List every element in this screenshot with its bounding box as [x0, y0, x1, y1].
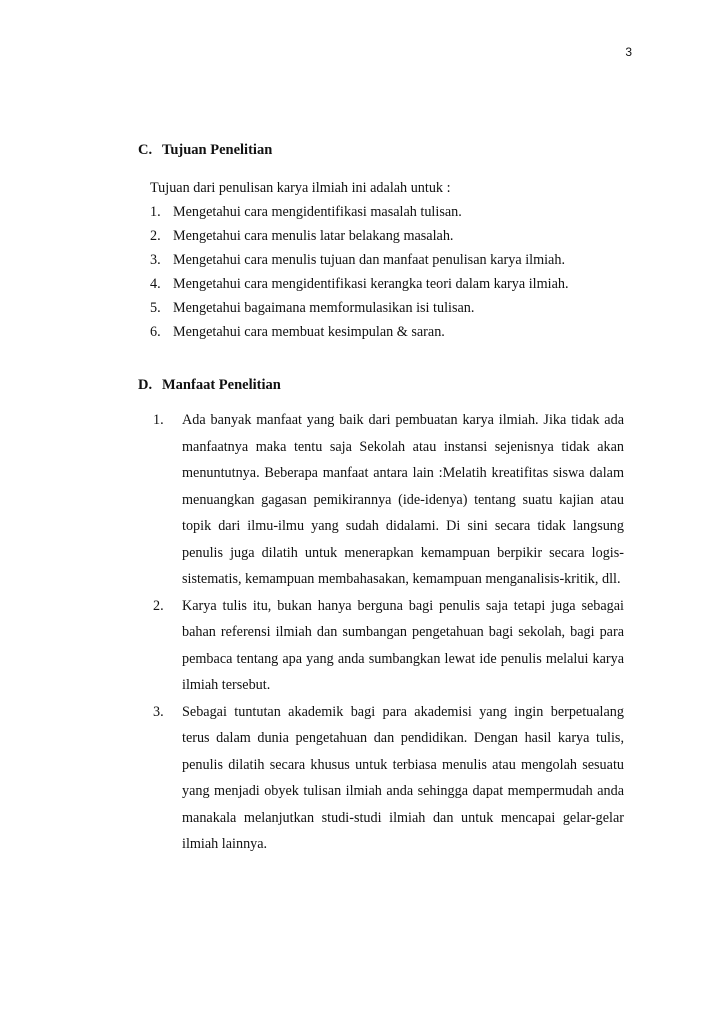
section-title: Manfaat Penelitian: [162, 377, 281, 393]
page-number: 3: [625, 45, 632, 59]
paragraph: Karya tulis itu, bukan hanya berguna bagi penulis saja tetapi juga sebagai bahan referensi ilmiah dan sumbangan pengetahuan bagi sekolah, bagi para pembaca tentang apa yang anda sumbangkan lewat ide penulis melalui karya ilmiah tersebut.: [182, 597, 624, 693]
list-number: 2.: [150, 228, 161, 244]
paragraph: Sebagai tuntutan akademik bagi para akademisi yang ingin berpetualang terus dalam dunia pengetahuan dan pendidikan. Dengan hasil karya tulis, penulis dilatih secara khusus untuk terbiasa menulis atau mengolah sesuatu yang menjadi obyek tulisan ilmiah anda sehingga dapat mempermudah anda manakala melanjutkan studi-studi ilmiah dan untuk mencapai gelar-gelar ilmiah lainnya.: [182, 703, 624, 852]
section-letter: C.: [138, 142, 153, 158]
list-item: [150, 200, 624, 224]
list-number: 6.: [150, 324, 161, 340]
list-text: Mengetahui cara mengidentifikasi masalah tulisan.: [173, 204, 462, 220]
list-item: [150, 224, 624, 248]
list-number: 1.: [153, 412, 164, 428]
list-number: 2.: [153, 597, 164, 614]
list-text: Mengetahui bagaimana memformulasikan isi tulisan.: [173, 300, 475, 316]
tujuan-intro: Tujuan dari penulisan karya ilmiah ini adalah untuk :: [150, 180, 451, 196]
list-item: [150, 248, 624, 272]
list-number: 4.: [150, 276, 161, 292]
list-number: 3.: [153, 703, 164, 720]
tujuan-list: [150, 176, 624, 344]
paragraph: Ada banyak manfaat yang baik dari pembuatan karya ilmiah. Jika tidak ada manfaatnya maka tentu saja Sekolah atau instansi sejenisnya tidak akan menuntutnya. Beberapa manfaat antara lain :Melatih kreatifitas siswa dalam menuangkan gagasan pemikirannya (ide-idenya) tentang suatu kajian atau topik dari ilmu-ilmu yang sudah didalami. Di sini secara tidak langsung penulis juga dilatih untuk menerapkan kemampuan berpikir secara logis-sistematis, kemampuan membahasakan, kemampuan menganalisis-kritik, dll.: [182, 412, 624, 587]
section-manfaat-penelitian: [138, 375, 624, 858]
section-heading: [138, 140, 624, 160]
list-text: Mengetahui cara mengidentifikasi kerangka teori dalam karya ilmiah.: [173, 276, 569, 292]
list-text: Mengetahui cara menulis latar belakang masalah.: [173, 228, 454, 244]
list-text: Mengetahui cara menulis tujuan dan manfaat penulisan karya ilmiah.: [173, 252, 565, 268]
list-item: [153, 593, 624, 699]
list-number: 5.: [150, 300, 161, 316]
list-text: Mengetahui cara membuat kesimpulan & saran.: [173, 324, 445, 340]
list-item: [150, 320, 624, 344]
list-item: [153, 407, 624, 593]
manfaat-list: [153, 407, 624, 858]
section-title: Tujuan Penelitian: [162, 142, 273, 158]
section-heading: [138, 375, 624, 395]
section-tujuan-penelitian: [138, 140, 624, 344]
list-item: [150, 272, 624, 296]
list-number: 1.: [150, 204, 161, 220]
section-letter: D.: [138, 377, 153, 393]
list-item: [150, 296, 624, 320]
list-number: 3.: [150, 252, 161, 268]
list-item: [153, 699, 624, 858]
